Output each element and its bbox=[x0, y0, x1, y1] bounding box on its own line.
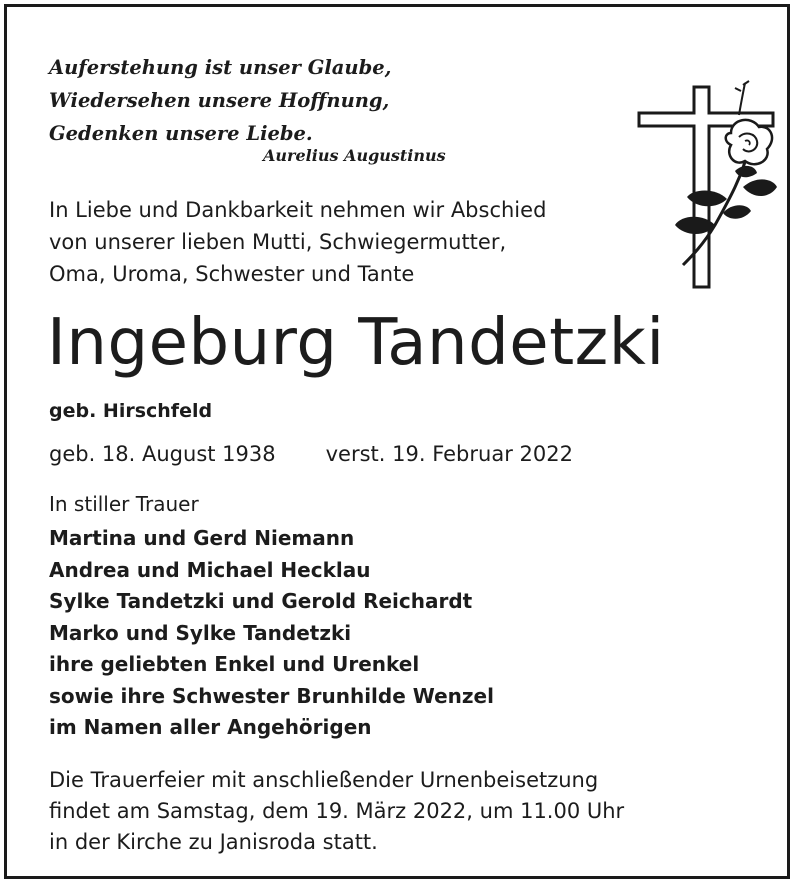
obituary-notice bbox=[4, 4, 790, 879]
mourner-name: ihre geliebten Enkel und Urenkel bbox=[49, 652, 420, 676]
mourner-name: im Namen aller Angehörigen bbox=[49, 715, 372, 739]
maiden-name: geb. Hirschfeld bbox=[49, 400, 213, 422]
deceased-name: Ingeburg Tandetzki bbox=[47, 306, 665, 380]
life-dates bbox=[49, 442, 573, 466]
intro-line: In Liebe und Dankbarkeit nehmen wir Abschied bbox=[49, 198, 547, 222]
mourner-name: Martina und Gerd Niemann bbox=[49, 526, 355, 550]
intro-line: Oma, Uroma, Schwester und Tante bbox=[49, 262, 415, 286]
mourner-name: Marko und Sylke Tandetzki bbox=[49, 620, 352, 645]
quote-line: Auferstehung ist unser Glaube, bbox=[49, 56, 392, 79]
mourner-name: Sylke Tandetzki und Gerold Reichardt bbox=[49, 589, 473, 613]
mourners-list bbox=[49, 523, 494, 744]
death-date: verst. 19. Februar 2022 bbox=[325, 442, 573, 466]
mourner-name: sowie ihre Schwester Brunhilde Wenzel bbox=[49, 683, 494, 708]
quote-line: Gedenken unsere Liebe. bbox=[49, 122, 313, 145]
mourner-name: Andrea und Michael Hecklau bbox=[49, 557, 371, 582]
service-line: Die Trauerfeier mit anschließender Urnenbeisetzung bbox=[49, 768, 599, 792]
quote-line: Wiedersehen unsere Hoffnung, bbox=[49, 89, 390, 112]
mourners-label: In stiller Trauer bbox=[49, 492, 199, 516]
service-line: in der Kirche zu Janisroda statt. bbox=[49, 830, 378, 854]
service-line: findet am Samstag, dem 19. März 2022, um 11.00 Uhr bbox=[49, 799, 625, 823]
quote bbox=[49, 51, 391, 150]
service-info bbox=[49, 765, 624, 858]
intro-line: von unserer lieben Mutti, Schwiegermutter, bbox=[49, 230, 507, 254]
birth-date: geb. 18. August 1938 bbox=[49, 442, 276, 466]
quote-author: Aurelius Augustinus bbox=[263, 146, 446, 165]
intro-text bbox=[49, 194, 546, 290]
cross-with-rose-icon bbox=[631, 75, 781, 290]
